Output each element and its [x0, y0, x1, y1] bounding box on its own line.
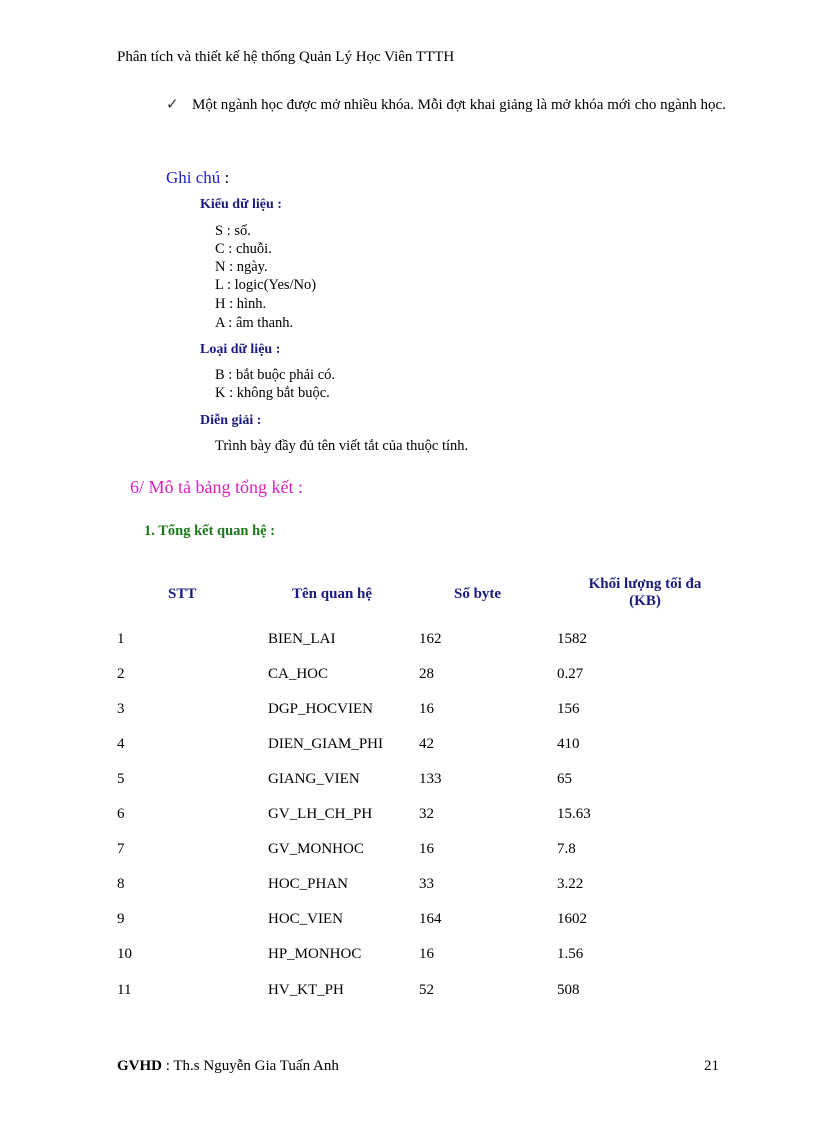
col-header-name: Tên quan hệ — [292, 586, 373, 602]
page-number: 21 — [704, 1058, 719, 1074]
cell-name: HOC_VIEN — [268, 911, 343, 927]
cell-max: 1.56 — [557, 946, 584, 962]
footer-label: GVHD — [117, 1058, 162, 1074]
cell-stt: 7 — [117, 841, 125, 857]
cell-name: CA_HOC — [268, 666, 329, 682]
cell-stt: 4 — [117, 736, 125, 752]
data-type-heading: Kiểu dữ liệu : — [200, 197, 282, 212]
cell-max: 0.27 — [557, 666, 584, 682]
cell-max: 65 — [557, 771, 572, 787]
cell-bytes: 16 — [419, 946, 434, 962]
cell-name: GV_LH_CH_PH — [268, 806, 373, 822]
cell-name: HOC_PHAN — [268, 876, 349, 892]
data-type-item: A : âm thanh. — [215, 315, 294, 331]
cell-bytes: 52 — [419, 982, 434, 998]
cell-stt: 2 — [117, 666, 125, 682]
cell-bytes: 16 — [419, 701, 434, 717]
cell-bytes: 16 — [419, 841, 434, 857]
cell-bytes: 133 — [419, 771, 442, 787]
cell-max: 1582 — [557, 631, 587, 647]
cell-stt: 5 — [117, 771, 125, 787]
cell-max: 410 — [557, 736, 580, 752]
page-header: Phân tích và thiết kế hệ thống Quản Lý Học Viên TTTH — [117, 49, 455, 65]
explain-heading: Diễn giải : — [200, 413, 262, 428]
section-6-heading: 6/ Mô tả bảng tổng kết : — [130, 477, 303, 497]
data-type-item: L : logic(Yes/No) — [215, 277, 317, 293]
cell-stt: 1 — [117, 631, 125, 647]
cell-name: HP_MONHOC — [268, 946, 362, 962]
cell-bytes: 32 — [419, 806, 434, 822]
cell-stt: 10 — [117, 946, 132, 962]
note-title-colon: : — [220, 168, 230, 187]
cell-bytes: 164 — [419, 911, 442, 927]
cell-bytes: 33 — [419, 876, 434, 892]
cell-bytes: 42 — [419, 736, 434, 752]
cell-name: DIEN_GIAM_PHI — [268, 736, 383, 752]
col-header-max — [560, 576, 730, 610]
cell-name: DGP_HOCVIEN — [268, 701, 373, 717]
data-type-item: S : số. — [215, 223, 251, 239]
data-kind-heading: Loại dữ liệu : — [200, 342, 281, 357]
cell-stt: 11 — [117, 982, 132, 998]
subsection-1-heading: 1. Tổng kết quan hệ : — [144, 523, 276, 539]
col-header-max-line2: (KB) — [629, 593, 661, 609]
cell-name: HV_KT_PH — [268, 982, 344, 998]
cell-max: 7.8 — [557, 841, 576, 857]
cell-max: 15.63 — [557, 806, 591, 822]
cell-name: GV_MONHOC — [268, 841, 364, 857]
bullet-text: Một ngành học được mở nhiều khóa. Mỗi đợt khai giảng là mở khóa mới cho ngành học. — [192, 97, 726, 113]
cell-bytes: 28 — [419, 666, 434, 682]
cell-max: 156 — [557, 701, 580, 717]
cell-max: 508 — [557, 982, 580, 998]
note-title — [166, 168, 229, 188]
cell-name: BIEN_LAI — [268, 631, 336, 647]
cell-bytes: 162 — [419, 631, 442, 647]
cell-stt: 8 — [117, 876, 125, 892]
footer-advisor — [117, 1058, 339, 1075]
explain-text: Trình bày đầy đủ tên viết tắt của thuộc tính. — [215, 438, 469, 454]
col-header-bytes: Số byte — [454, 586, 502, 602]
cell-name: GIANG_VIEN — [268, 771, 360, 787]
data-type-item: C : chuỗi. — [215, 241, 272, 257]
data-type-item: N : ngày. — [215, 259, 268, 275]
cell-stt: 9 — [117, 911, 125, 927]
checkmark-icon: ✓ — [166, 97, 179, 113]
col-header-max-line1: Khối lượng tối đa — [588, 576, 702, 592]
col-header-stt: STT — [168, 586, 197, 602]
data-kind-item: B : bắt buộc phải có. — [215, 367, 336, 383]
data-kind-item: K : không bắt buộc. — [215, 385, 330, 401]
footer-name: : Th.s Nguyễn Gia Tuấn Anh — [162, 1058, 339, 1074]
data-type-item: H : hình. — [215, 296, 267, 312]
cell-max: 3.22 — [557, 876, 584, 892]
cell-max: 1602 — [557, 911, 587, 927]
note-title-text: Ghi chú — [166, 168, 221, 187]
cell-stt: 6 — [117, 806, 125, 822]
cell-stt: 3 — [117, 701, 125, 717]
